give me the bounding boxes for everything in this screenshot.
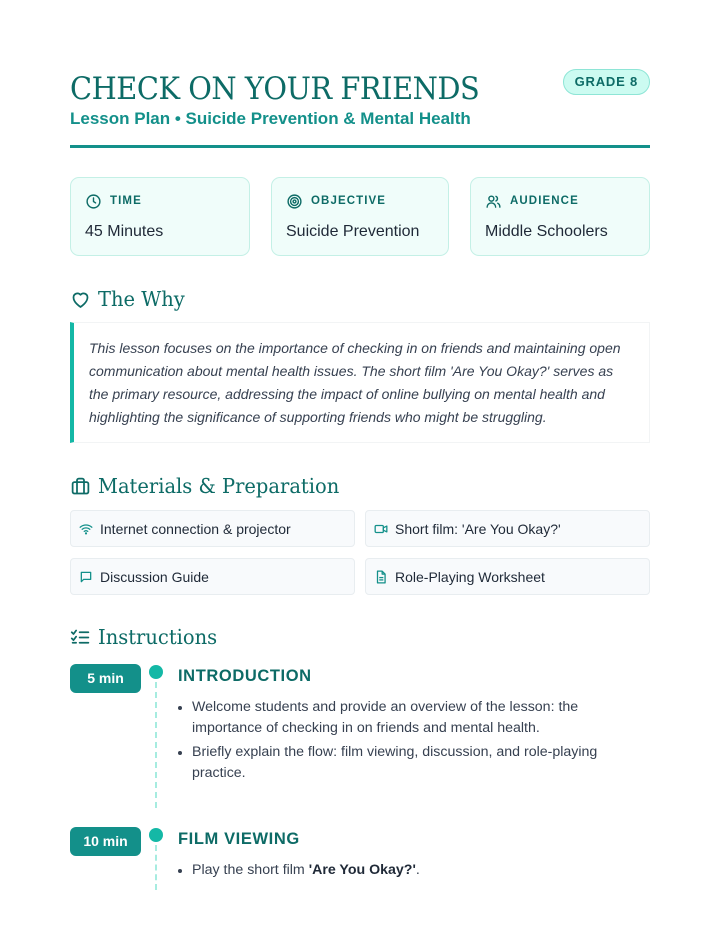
step-bullet: Briefly explain the flow: film viewing, discussion, and role-playing practice. — [176, 742, 646, 784]
audience-label: AUDIENCE — [510, 195, 579, 207]
clock-icon — [85, 193, 102, 210]
bullet-text: Play the short film — [192, 862, 309, 878]
lesson-header — [70, 70, 650, 148]
message-icon — [79, 570, 93, 584]
why-heading-text: The Why — [98, 287, 185, 311]
time-label: TIME — [110, 195, 142, 207]
timeline-dot — [149, 665, 163, 679]
material-item — [70, 510, 355, 547]
wifi-icon — [79, 522, 93, 536]
objective-value: Suicide Prevention — [286, 223, 420, 240]
step-bullet: Welcome students and provide an overview of the lesson: the importance of checking in on friends and mental health. — [176, 697, 646, 739]
material-item — [365, 558, 650, 595]
checklist-icon — [70, 627, 91, 648]
film-title: 'Are You Okay?' — [308, 862, 416, 878]
timeline-dot — [149, 828, 163, 842]
bullet-text: . — [415, 862, 420, 878]
instructions-heading-text: Instructions — [98, 625, 218, 649]
timeline-line — [155, 682, 157, 808]
material-label: Short film: 'Are You Okay?' — [395, 520, 561, 537]
material-item — [70, 558, 355, 595]
target-icon — [286, 193, 303, 210]
document-icon — [374, 570, 388, 584]
material-label: Role-Playing Worksheet — [395, 568, 545, 585]
timeline-line — [155, 845, 157, 890]
why-callout — [70, 322, 650, 443]
audience-card — [470, 177, 650, 256]
why-text: This lesson focuses on the importance of checking in on friends and maintaining open communication about mental health issues. The short film 'Are You Okay?' serves as the primary resource, addressing the impact of online bullying on mental health and highlighting the significance of supporting friends who might be struggling. — [89, 340, 621, 425]
page-subtitle: Lesson Plan • Suicide Prevention & Mental Health — [70, 109, 471, 128]
heart-icon — [70, 289, 91, 310]
materials-heading — [70, 472, 352, 500]
grade-badge: GRADE 8 — [563, 69, 650, 95]
objective-label: OBJECTIVE — [311, 195, 387, 207]
objective-card — [271, 177, 449, 256]
video-icon — [374, 522, 388, 536]
step-title: FILM VIEWING — [178, 830, 300, 848]
materials-heading-text: Materials & Preparation — [98, 474, 340, 498]
material-label: Discussion Guide — [100, 568, 209, 585]
step-bullets — [176, 860, 646, 884]
duration-badge: 5 min — [70, 664, 141, 693]
material-item — [365, 510, 650, 547]
briefcase-icon — [70, 476, 91, 497]
duration-badge: 10 min — [70, 827, 141, 856]
time-card — [70, 177, 250, 256]
why-heading — [70, 285, 189, 313]
instructions-heading — [70, 623, 223, 651]
step-title: INTRODUCTION — [178, 667, 312, 685]
audience-value: Middle Schoolers — [485, 223, 608, 240]
page-title: CHECK ON YOUR FRIENDS — [70, 71, 480, 107]
step-bullet — [176, 860, 646, 881]
time-value: 45 Minutes — [85, 223, 164, 240]
material-label: Internet connection & projector — [100, 520, 291, 537]
users-icon — [485, 193, 502, 210]
step-bullets — [176, 697, 646, 787]
